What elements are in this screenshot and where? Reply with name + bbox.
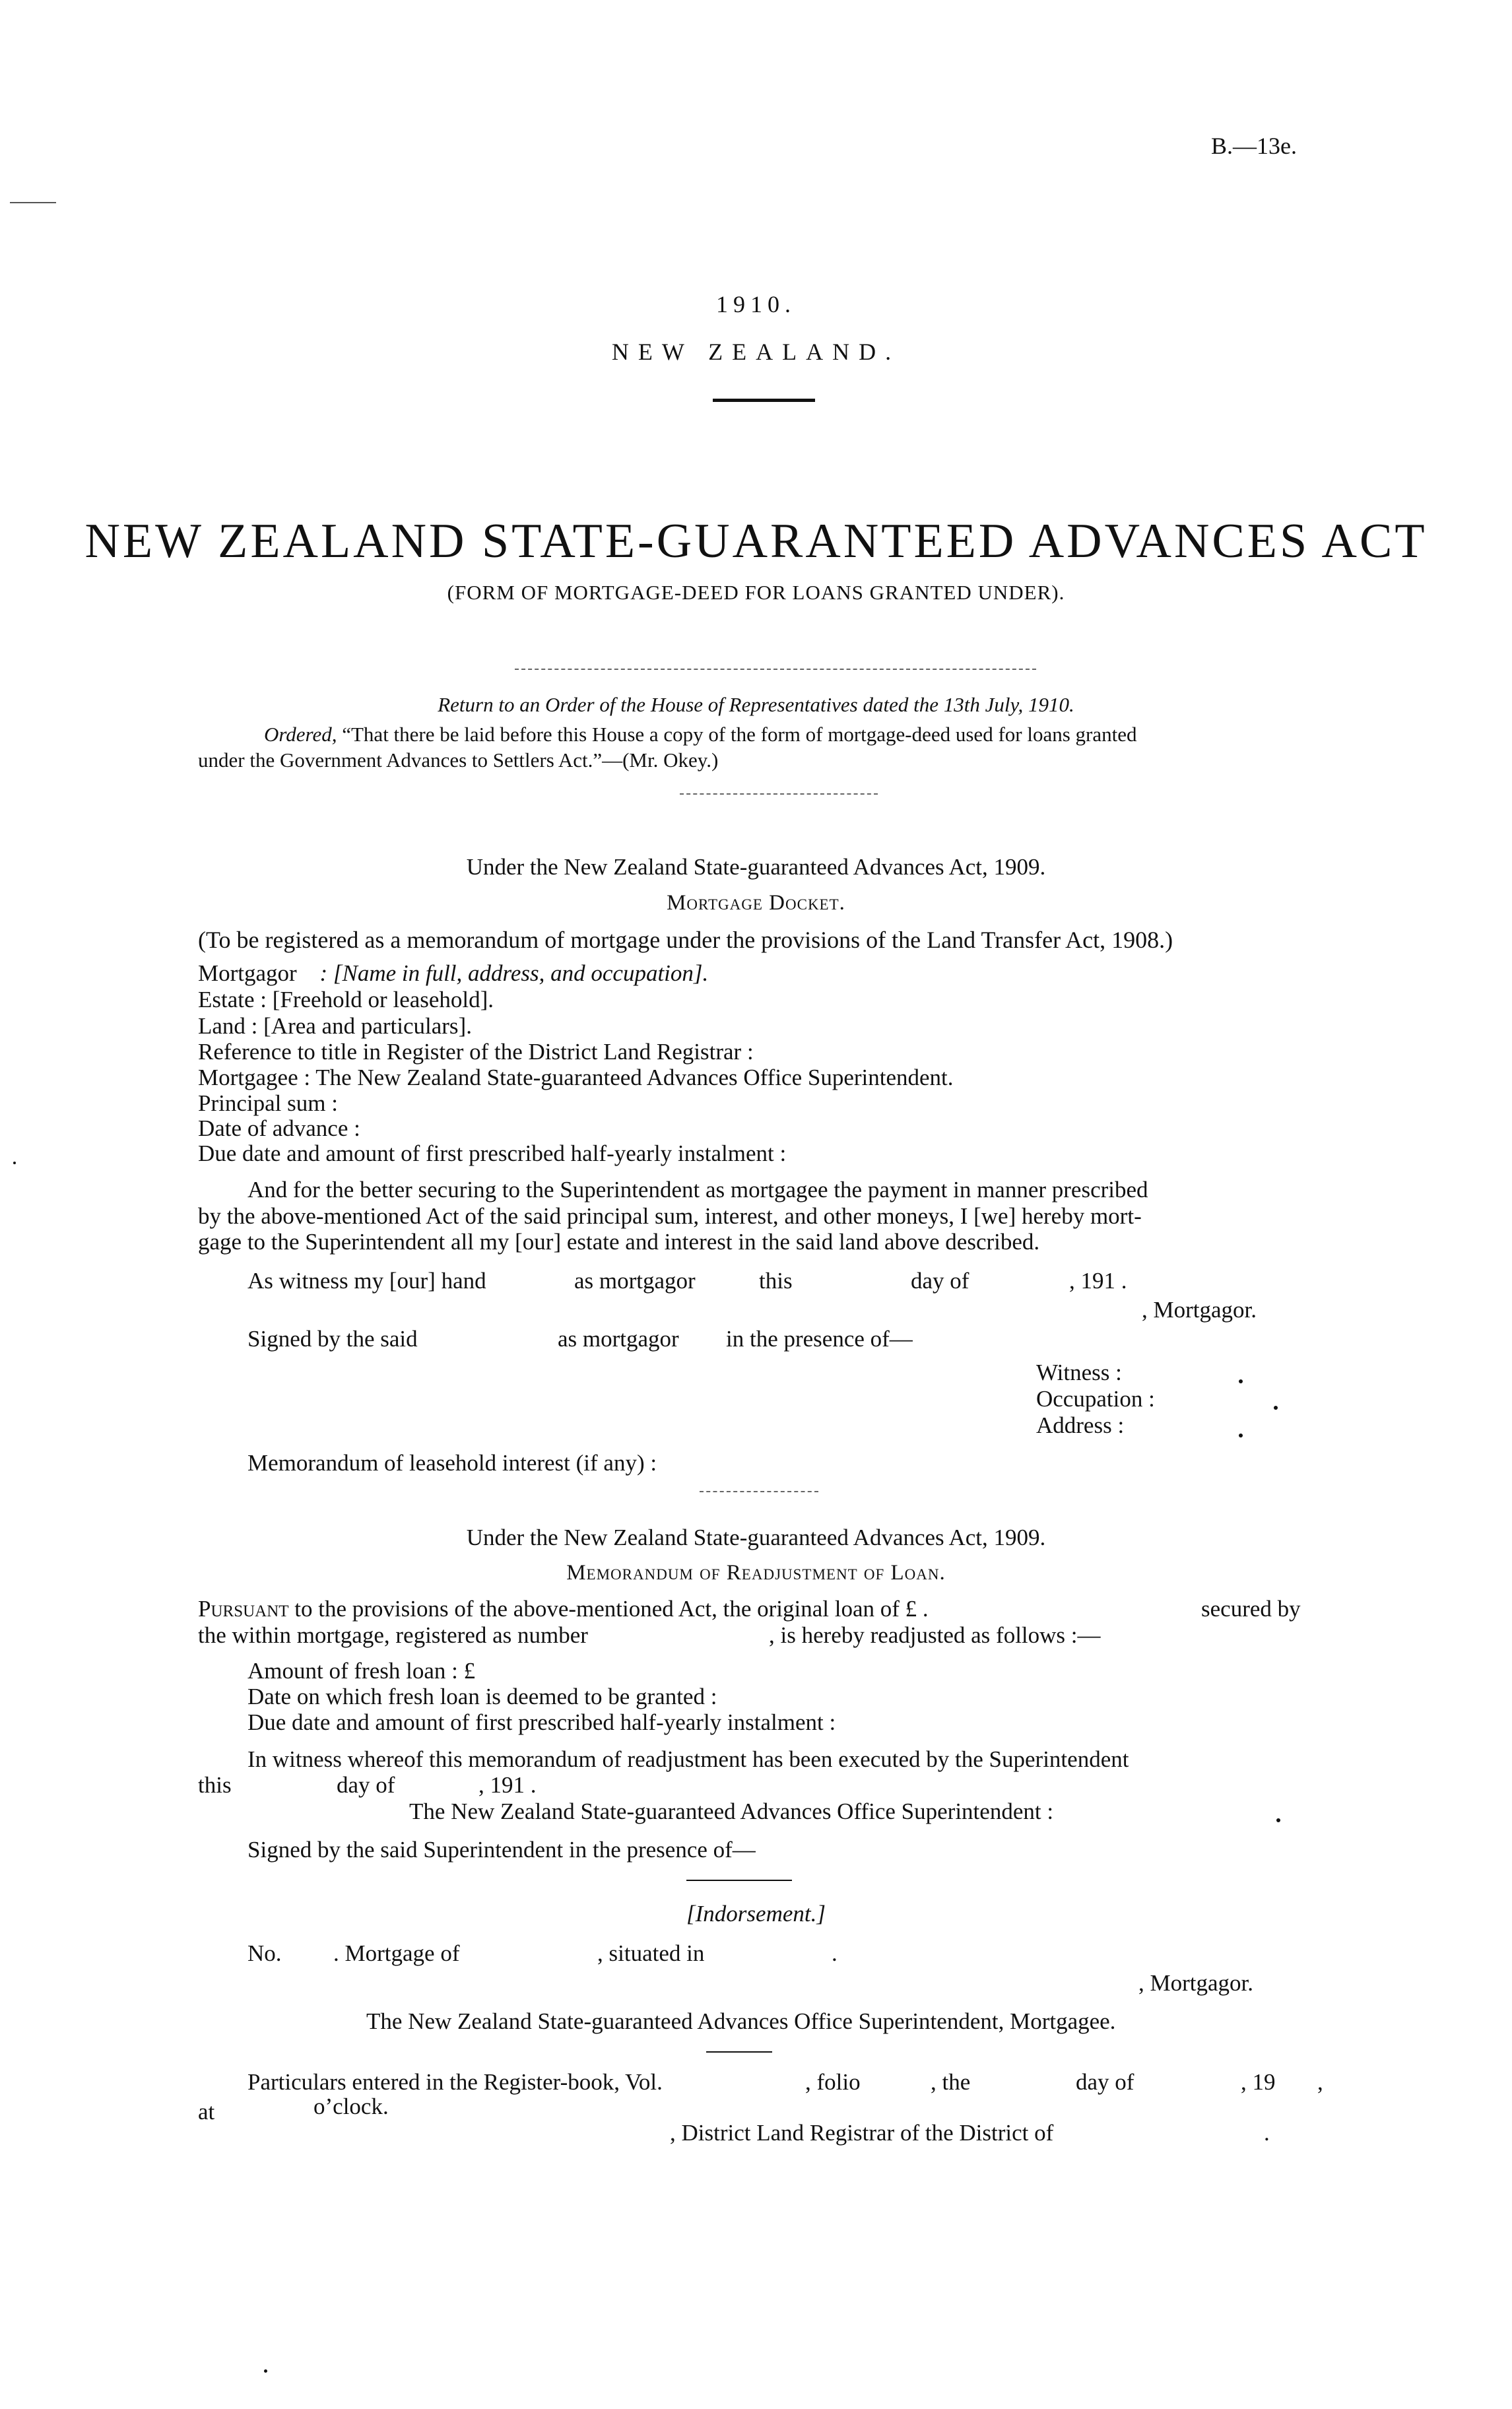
readjustment-witness-2c: , 191 . bbox=[478, 1772, 537, 1798]
docket-due-date: Due date and amount of first prescribed half-yearly instalment : bbox=[198, 1140, 787, 1166]
docket-reference: Reference to title in Register of the District Land Registrar : bbox=[198, 1039, 754, 1065]
indorsement-the: , the bbox=[931, 2069, 971, 2095]
indorsement-heading: [Indorsement.] bbox=[686, 1901, 826, 1927]
act-title: NEW ZEALAND STATE-GUARANTEED ADVANCES ACT bbox=[84, 514, 1428, 568]
readjustment-witness-2a: this bbox=[198, 1772, 232, 1798]
docket-mortgagee: Mortgagee : The New Zealand State-guaranteed Advances Office Superintendent. bbox=[198, 1065, 954, 1090]
readjustment-pursuant-lead: Pursuant bbox=[198, 1596, 289, 1622]
section-rule bbox=[515, 669, 1036, 670]
docket-paragraph-2: by the above-mentioned Act of the said principal sum, interest, and other moneys, I [we] hereby mort- bbox=[198, 1203, 1142, 1229]
readjustment-due-date: Due date and amount of first prescribed half-yearly instalment : bbox=[247, 1709, 836, 1735]
readjustment-heading: Memorandum of Readjustment of Loan. bbox=[566, 1561, 946, 1585]
docket-signed-c: in the presence of— bbox=[726, 1326, 913, 1352]
docket-registered-note: (To be registered as a memorandum of mortgage under the provisions of the Land Transfer Act, 1908.) bbox=[198, 927, 1173, 953]
margin-speck bbox=[264, 2369, 267, 2373]
docket-occupation-label: Occupation : bbox=[1036, 1386, 1155, 1412]
indorsement-mortgage-of: . Mortgage of bbox=[333, 1940, 460, 1966]
readjustment-line-1 bbox=[198, 1596, 929, 1622]
indorsement-folio: , folio bbox=[805, 2069, 861, 2095]
indorsement-no: No. bbox=[247, 1940, 282, 1966]
section-rule-3 bbox=[700, 1491, 818, 1492]
ordered-line-1 bbox=[264, 723, 1136, 746]
readjustment-signed: Signed by the said Superintendent in the presence of— bbox=[247, 1837, 756, 1863]
document-year: 1910. bbox=[716, 291, 796, 317]
indorsement-oclock: o’clock. bbox=[313, 2094, 389, 2119]
indorsement-registrar: , District Land Registrar of the District of bbox=[670, 2120, 1054, 2146]
docket-address-label: Address : bbox=[1036, 1412, 1125, 1438]
document-country: NEW ZEALAND. bbox=[611, 339, 901, 365]
docket-witness-label: Witness : bbox=[1036, 1360, 1122, 1385]
docket-mortgagor-signature: , Mortgagor. bbox=[1142, 1297, 1257, 1323]
ordered-line-2: under the Government Advances to Settlers Act.”—(Mr. Okey.) bbox=[198, 748, 719, 772]
readjustment-witness-2b: day of bbox=[337, 1772, 395, 1798]
readjustment-pursuant-text: to the provisions of the above-mentioned Act, the original loan of £ . bbox=[294, 1596, 929, 1622]
readjustment-secured-by: secured by bbox=[1201, 1596, 1301, 1622]
readjustment-act-heading: Under the New Zealand State-guaranteed Advances Act, 1909. bbox=[466, 1525, 1046, 1550]
particulars-rule bbox=[706, 2051, 772, 2053]
readjustment-witness-1: In witness whereof this memorandum of readjustment has been executed by the Superintendent bbox=[247, 1746, 1129, 1772]
docket-witness-b: as mortgagor bbox=[574, 1268, 696, 1294]
docket-date-of-advance: Date of advance : bbox=[198, 1115, 360, 1141]
indorsement-year: , 19 bbox=[1241, 2069, 1276, 2095]
margin-mark bbox=[10, 202, 56, 203]
indorsement-mortgagor: , Mortgagor. bbox=[1138, 1970, 1254, 1996]
indorsement-particulars: Particulars entered in the Register-book, Vol. bbox=[247, 2069, 663, 2095]
docket-witness-d: day of bbox=[911, 1268, 970, 1294]
docket-mortgagor-value: : [Name in full, address, and occupation]. bbox=[319, 960, 709, 986]
margin-speck bbox=[13, 1162, 16, 1164]
readjustment-line-2a: the within mortgage, registered as number bbox=[198, 1622, 588, 1648]
section-rule-2 bbox=[680, 793, 878, 795]
readjustment-superintendent: The New Zealand State-guaranteed Advances Office Superintendent : bbox=[409, 1798, 1054, 1824]
witness-dot bbox=[1239, 1379, 1243, 1383]
docket-paragraph-3: gage to the Superintendent all my [our] estate and interest in the said land above described. bbox=[198, 1229, 1040, 1255]
docket-act-heading: Under the New Zealand State-guaranteed Advances Act, 1909. bbox=[466, 854, 1046, 880]
docket-land: Land : [Area and particulars]. bbox=[198, 1013, 472, 1039]
address-dot bbox=[1239, 1434, 1243, 1437]
act-subtitle: (FORM OF MORTGAGE-DEED FOR LOANS GRANTED UNDER). bbox=[447, 581, 1065, 604]
docket-witness-c: this bbox=[759, 1268, 793, 1294]
ordered-text-1: “That there be laid before this House a copy of the form of mortgage-deed used for loans granted bbox=[342, 723, 1137, 746]
indorsement-rule bbox=[686, 1880, 792, 1881]
occupation-dot bbox=[1274, 1406, 1278, 1410]
indorsement-day-of: day of bbox=[1076, 2069, 1134, 2095]
title-rule bbox=[713, 399, 815, 402]
readjustment-date-fresh: Date on which fresh loan is deemed to be granted : bbox=[247, 1684, 717, 1709]
docket-mortgagor-line bbox=[198, 960, 708, 987]
return-order-line: Return to an Order of the House of Representatives dated the 13th July, 1910. bbox=[438, 693, 1074, 716]
docket-witness-a: As witness my [our] hand bbox=[247, 1268, 486, 1294]
indorsement-at: at bbox=[198, 2099, 215, 2125]
docket-paragraph-1: And for the better securing to the Superintendent as mortgagee the payment in manner prescribed bbox=[247, 1177, 1148, 1203]
docket-witness-e: , 191 . bbox=[1069, 1268, 1127, 1294]
docket-heading: Mortgage Docket. bbox=[667, 891, 845, 915]
superintendent-dot bbox=[1276, 1818, 1280, 1822]
docket-estate: Estate : [Freehold or leasehold]. bbox=[198, 987, 494, 1012]
readjustment-fresh-loan: Amount of fresh loan : £ bbox=[247, 1658, 476, 1684]
indorsement-mortgagee: The New Zealand State-guaranteed Advances Office Superintendent, Mortgagee. bbox=[366, 2008, 1116, 2034]
indorsement-registrar-end: . bbox=[1264, 2120, 1270, 2146]
docket-principal-sum: Principal sum : bbox=[198, 1090, 338, 1116]
docket-signed-a: Signed by the said bbox=[247, 1326, 418, 1352]
docket-signed-b: as mortgagor bbox=[558, 1326, 679, 1352]
readjustment-line-2b: , is hereby readjusted as follows :— bbox=[769, 1622, 1101, 1648]
ordered-label: Ordered, bbox=[264, 723, 337, 746]
docket-mortgagor-label: Mortgagor bbox=[198, 960, 297, 986]
indorsement-year-comma: , bbox=[1317, 2069, 1323, 2095]
indorsement-situated-in: , situated in bbox=[597, 1940, 705, 1966]
indorsement-situated-end: . bbox=[832, 1940, 838, 1966]
document-reference: B.—13e. bbox=[1211, 133, 1297, 159]
docket-leasehold: Memorandum of leasehold interest (if any) : bbox=[247, 1450, 657, 1476]
